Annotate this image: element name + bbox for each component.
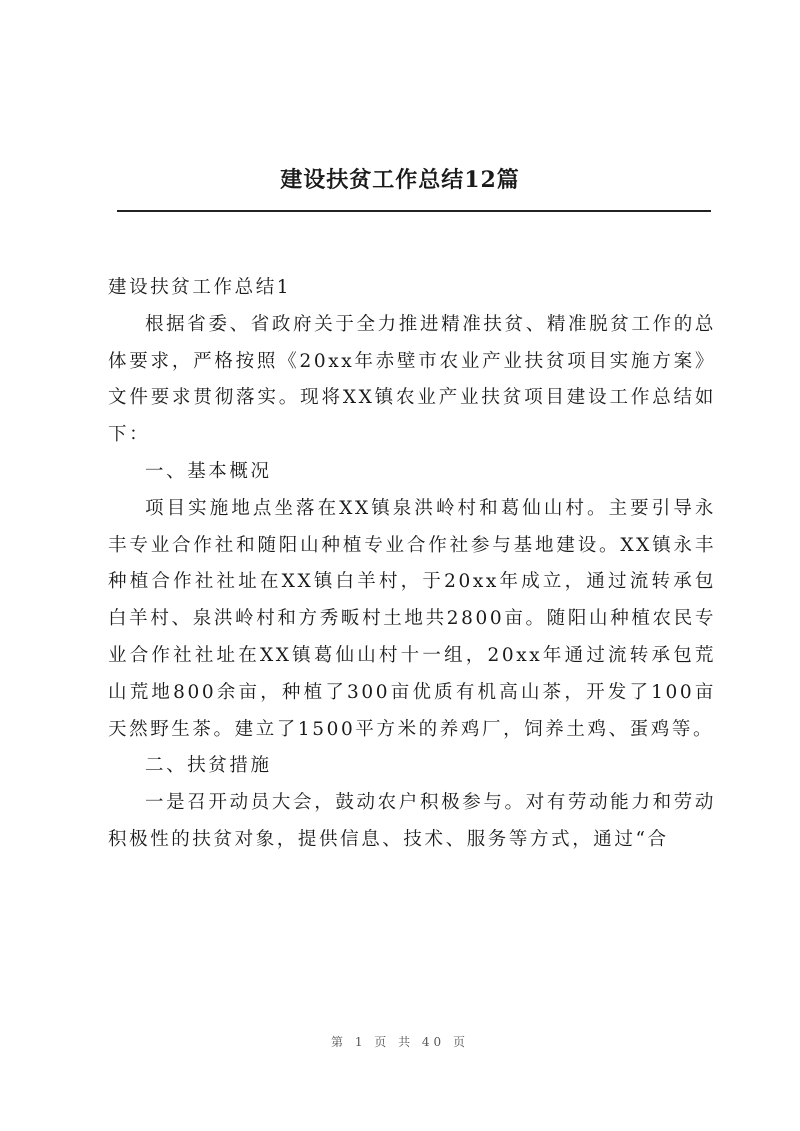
page-footer: 第 1 页 共 40 页 bbox=[331, 1035, 469, 1049]
heading-basic-overview: 一、基本概况 bbox=[145, 460, 272, 482]
title-divider bbox=[117, 210, 711, 212]
document-title: 建设扶贫工作总结12篇 bbox=[280, 167, 520, 193]
heading-poverty-measures: 二、扶贫措施 bbox=[145, 755, 272, 777]
section-heading: 建设扶贫工作总结1 bbox=[108, 277, 292, 298]
document-body bbox=[108, 270, 716, 859]
paragraph-measures: 一是召开动员大会，鼓动农户积极参与。对有劳动能力和劳动积极性的扶贫对象，提供信息、技术、服务等方式，通过“合 bbox=[108, 792, 716, 850]
paragraph-overview: 项目实施地点坐落在XX镇泉洪岭村和葛仙山村。主要引导永丰专业合作社和随阳山种植专业合作社参与基地建设。XX镇永丰种植合作社社址在XX镇白羊村，于20xx年成立，通过流转承包白羊村、泉洪岭村和方秀畈村土地共2800亩。随阳山种植农民专业合作社社址在XX镇葛仙山村十一组，20xx年通过流转承包荒山荒地800余亩，种植了300亩优质有机高山茶，开发了100亩天然野生茶。建立了1500平方米的养鸡厂，饲养土鸡、蛋鸡等。 bbox=[108, 497, 716, 740]
paragraph-intro: 根据省委、省政府关于全力推进精准扶贫、精准脱贫工作的总体要求，严格按照《20xx年赤壁市农业产业扶贫项目实施方案》文件要求贯彻落实。现将XX镇农业产业扶贫项目建设工作总结如下： bbox=[108, 313, 716, 446]
